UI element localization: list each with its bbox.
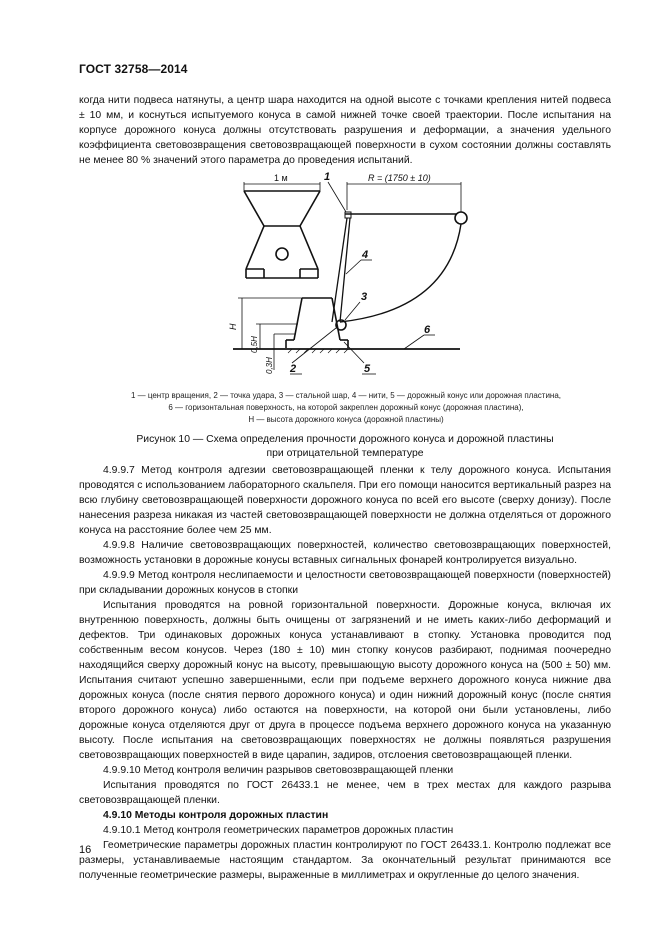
number-1: 1 <box>324 171 331 183</box>
number-4: 4 <box>362 249 369 261</box>
label-1m: 1 м <box>274 173 288 183</box>
number-5: 5 <box>364 363 371 375</box>
legend-line-1: 1 — центр вращения, 2 — точка удара, 3 — стальной шар, 4 — нити, 5 — дорожный конус или дорожная пластина, <box>130 391 562 400</box>
caption-line-2: при отрицательной температуре <box>266 448 424 459</box>
paragraph-4-9-9-8: 4.9.9.8 Наличие световозвращающих поверхностей, количество световозвращающих поверхностей, возможность установки в дорожные конусы вставных сигнальных фонарей контролируется визуально. <box>79 540 611 566</box>
tested-cone-drawing <box>286 298 348 348</box>
test-scheme-figure <box>228 170 468 385</box>
number-6: 6 <box>424 324 431 336</box>
intro-paragraph: когда нити подвеса натянуты, а центр шара находится на одной высоте с точками крепления нитей подвеса ± 10 мм, и коснуться испытуемого конуса в самой нижней точке своей траектории. После испытания на корпусе дорожного конуса должны отсутствовать разрушения и деформации, а значения удельного коэффициента световозвращения световозвращающей поверхности в сухом состоянии должны составлять не менее 80 % значений этого параметра до проведения испытаний. <box>79 95 611 166</box>
document-header: ГОСТ 32758—2014 <box>79 62 188 76</box>
paragraph-4-9-9-9: 4.9.9.9 Метод контроля неслипаемости и целостности световозвращающей поверхности (поверхностей) при складывании дорожных конусов в стопки <box>79 570 611 596</box>
left-cone-drawing <box>244 191 320 278</box>
figure-legend <box>96 390 596 426</box>
caption-line-1: Рисунок 10 — Схема определения прочности дорожного конуса и дорожной пластины <box>136 434 554 445</box>
section-4-9-10-heading: 4.9.10 Методы контроля дорожных пластин <box>103 810 329 821</box>
number-2: 2 <box>290 363 297 375</box>
label-03H: 0,3H <box>265 357 274 374</box>
paragraph-4-9-10-1-body: Геометрические параметры дорожных пластин контролируют по ГОСТ 26433.1. Контролю подлежат все размеры, устанавливаемые настоящим стандартом. За окончательный результат принимаются все полученные геометрические размеры, выраженные в миллиметрах и округленные до целого значения. <box>79 840 611 881</box>
paragraph-4-9-10-1: 4.9.10.1 Метод контроля геометрических параметров дорожных пластин <box>103 825 454 836</box>
paragraph-4-9-9-7: 4.9.9.7 Метод контроля адгезии световозвращающей пленки к телу дорожного конуса. Испытания проводятся с использованием лабораторного скальпеля. При его помощи наносится вертикальный разрез на всю глубину световозвращающей поверхности дорожного конуса по всей его высоте (сверху донизу). После нанесения разреза никакая из частей световозвращающей поверхности не должна отделяться от дорожного конуса на расстояние более чем 25 мм. <box>79 465 611 536</box>
page-number: 16 <box>79 844 92 856</box>
swing-arc <box>340 224 461 322</box>
paragraph-4-9-9-9-body: Испытания проводятся на ровной горизонтальной поверхности. Дорожные конуса, включая их внутреннюю поверхность, должны быть очищены от загрязнений и не иметь каких-либо деформаций и дефектов. Три одинаковых дорожных конуса устанавливают в стопку. Установка проводится под собственным весом конусов. Через (180 ± 10) мин стопку конусов разбирают, поднимая поочередно находящийся сверху дорожный конус на высоту, превышающую высоту дорожного конуса на (500 ± 50) мм. Испытания считают успешно завершенными, если при подъеме верхнего дорожного конуса нижние два дорожных конуса (после снятия первого дорожного конуса) и один нижний дорожный конус (после снятия второго дорожного конуса) либо остаются на поверхности, на которой они были установлены, либо дорожные конуса отделяются друг от друга в процессе подъема верхнего дорожного конуса на указанную высоту. После испытания на световозвращающих поверхностях не должны появляться разрушения световозвращающих поверхностей в виде царапин, задиров, отслоения световозвращающей пленки. <box>79 600 611 761</box>
main-text <box>79 463 611 883</box>
paragraph-4-9-9-10-body: Испытания проводятся по ГОСТ 26433.1 не менее, чем в трех местах для каждого разрыва световозвращающей пленки. <box>79 780 611 806</box>
figure-caption <box>79 433 611 461</box>
paragraph-4-9-9-10: 4.9.9.10 Метод контроля величин разрывов световозвращающей пленки <box>103 765 454 776</box>
strings <box>332 218 350 322</box>
dimension-R <box>347 182 461 212</box>
legend-line-3: H — высота дорожного конуса (дорожной пластины) <box>248 415 444 424</box>
label-05H: 0,5H <box>250 336 259 353</box>
label-H: H <box>228 323 238 330</box>
number-3: 3 <box>361 291 368 303</box>
dimension-1m <box>244 182 320 191</box>
pendulum-arm <box>345 212 467 224</box>
legend-line-2: 6 — горизонтальная поверхность, на которой закреплен дорожный конус (дорожная пластина), <box>168 403 524 412</box>
label-R: R = (1750 ± 10) <box>368 173 431 183</box>
